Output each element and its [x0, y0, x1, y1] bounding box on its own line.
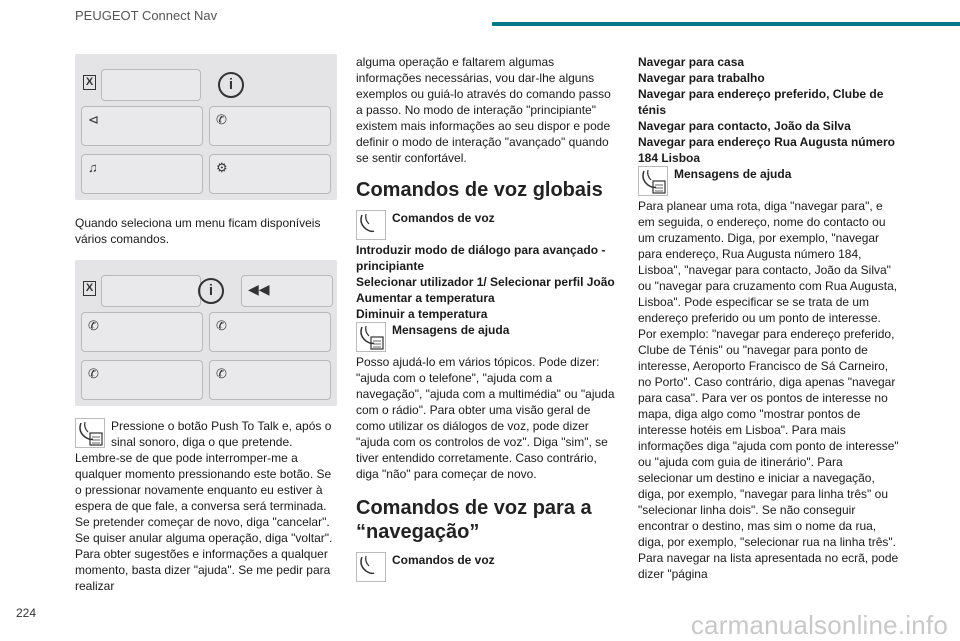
menu-slot — [209, 106, 331, 146]
help-messages-label: Mensagens de ajuda — [674, 167, 792, 181]
help-messages-label: Mensagens de ajuda — [392, 323, 510, 337]
info-icon: i — [218, 72, 244, 98]
menu-slot — [101, 69, 201, 101]
menu-slot — [209, 154, 331, 194]
command-item: Navegar para endereço preferido, Clube de ténis — [638, 87, 884, 117]
command-item: Navegar para endereço Rua Augusta número 184 Lisboa — [638, 135, 895, 165]
push-to-talk-text: Pressione o botão Push To Talk e, após o sinal sonoro, diga o que pretende. — [111, 419, 332, 449]
voice-command-icon — [356, 210, 386, 240]
voice-menu-diagram-2 — [75, 260, 337, 406]
menu-slot — [209, 312, 331, 352]
command-item: Navegar para casa — [638, 55, 745, 69]
watermark: carmanualsonline.info — [690, 610, 948, 640]
help-message-icon — [638, 166, 668, 196]
help-messages-row — [356, 322, 618, 352]
menu-slot — [81, 106, 203, 146]
menu-slot — [241, 275, 333, 307]
command-item: Aumentar a temperatura — [356, 291, 495, 305]
help-messages-row — [638, 166, 900, 196]
phone-icon: ✆ — [88, 318, 99, 333]
header-accent-bar — [492, 22, 960, 26]
command-item: Selecionar utilizador 1/ Selecionar perfil João — [356, 275, 615, 289]
close-icon: X — [83, 75, 96, 90]
voice-commands-row — [356, 552, 618, 582]
push-to-talk-row — [75, 418, 337, 450]
push-to-talk-icon — [75, 418, 105, 448]
info-icon: i — [198, 278, 224, 304]
phone-icon: ✆ — [216, 112, 227, 127]
voice-command-icon — [356, 552, 386, 582]
column-3 — [638, 54, 900, 582]
menu-slot — [81, 154, 203, 194]
command-item: Diminuir a temperatura — [356, 307, 488, 321]
column-1 — [75, 54, 337, 594]
phone-icon: ✆ — [216, 318, 227, 333]
voice-commands-label: Comandos de voz — [392, 553, 495, 567]
intro-continued: alguma operação e faltarem algumas informações necessárias, vou dar-lhe alguns exemplos ou guiá-lo através do comando passo a passo. No modo de interação "principiante" existem mais informações ao seu dispor e pode definir o modo de interação "avançado" quando se sentir confortável. — [356, 55, 611, 165]
caption: Quando seleciona um menu ficam disponíveis vários comandos. — [75, 216, 321, 246]
voice-commands-label: Comandos de voz — [392, 211, 495, 225]
settings-icon: ⚙ — [216, 160, 228, 175]
voice-menu-diagram-1 — [75, 54, 337, 200]
menu-slot — [81, 360, 203, 400]
navigation-icon: ⊲ — [88, 112, 99, 127]
header-title: PEUGEOT Connect Nav — [75, 8, 218, 23]
command-item: Navegar para contacto, João da Silva — [638, 119, 851, 133]
menu-slot — [101, 275, 201, 307]
phone-icon: ✆ — [88, 366, 99, 381]
heading-global-voice-commands: Comandos de voz globais — [356, 179, 603, 201]
help-message-icon — [356, 322, 386, 352]
close-icon: X — [83, 281, 96, 296]
help-text: Para planear uma rota, diga "navegar para", e em seguida, o endereço, nome do contacto ou um cruzamento. Diga, por exemplo, "navegar para endereço, Rua Augusta número 184, Lisboa", "navegar para contacto, João da Silva" ou "navegar para cruzamento com Rua Augusta, Lisboa". Pode especificar se se trata de um endereço preferido ou um ponto de interesse. Por exemplo: "navegar para endereço preferido, Clube de Ténis" ou "navegar para ponto de interesse, Aeroporto Francisco de Sá Carneiro, no Porto". Caso contrário, diga apenas "navegar para casa". Para ver os pontos de interesse no mapa, diga algo como "mostrar pontos de interesse hotéis em Lisboa". Para mais informações diga "ajuda com ponto de interesse" ou "ajuda com guia de itinerário". Para selecionar um destino e iniciar a navegação, diga, por exemplo, "navegar para linha três" ou "selecionar linha dois". Se não conseguir encontrar o destino, mas sim o nome da rua, diga, por exemplo, "selecionar rua na linha três". Para navegar na lista apresentada no ecrã, pode dizer "página — [638, 199, 899, 581]
command-item: Navegar para trabalho — [638, 71, 765, 85]
help-text: Posso ajudá-lo em vários tópicos. Pode dizer: "ajuda com o telefone", "ajuda com a navegação", "ajuda com a multimédia" ou "ajuda com o rádio". Para obter uma visão geral de como utilizar os diálogos de voz, pode dizer "ajuda com os controlos de voz". Diga "sim", se tiver entendido corretamente. Caso contrário, diga "não" para começar de novo. — [356, 355, 615, 481]
page-number: 224 — [16, 606, 37, 620]
voice-commands-row — [356, 210, 618, 240]
intro-paragraph: Lembre-se de que pode interromper-me a qualquer momento pressionando este botão. Se o pressionar novamente enquanto eu estiver à espera de que fale, a conversa será terminada. Se pretender começar de novo, diga "cancelar". Se quiser anular alguma operação, diga "voltar". Para obter sugestões e informações a qualquer momento, basta dizer "ajuda". Se me pedir para realizar — [75, 451, 333, 593]
rewind-icon: ◀◀ — [248, 281, 270, 297]
column-2 — [356, 54, 618, 582]
menu-slot — [81, 312, 203, 352]
heading-navigation-voice-commands: Comandos de voz para a “navegação” — [356, 497, 592, 543]
menu-slot — [209, 360, 331, 400]
command-item: Introduzir modo de diálogo para avançado - principiante — [356, 243, 606, 273]
phone-icon: ✆ — [216, 366, 227, 381]
music-icon: ♫ — [88, 160, 98, 175]
